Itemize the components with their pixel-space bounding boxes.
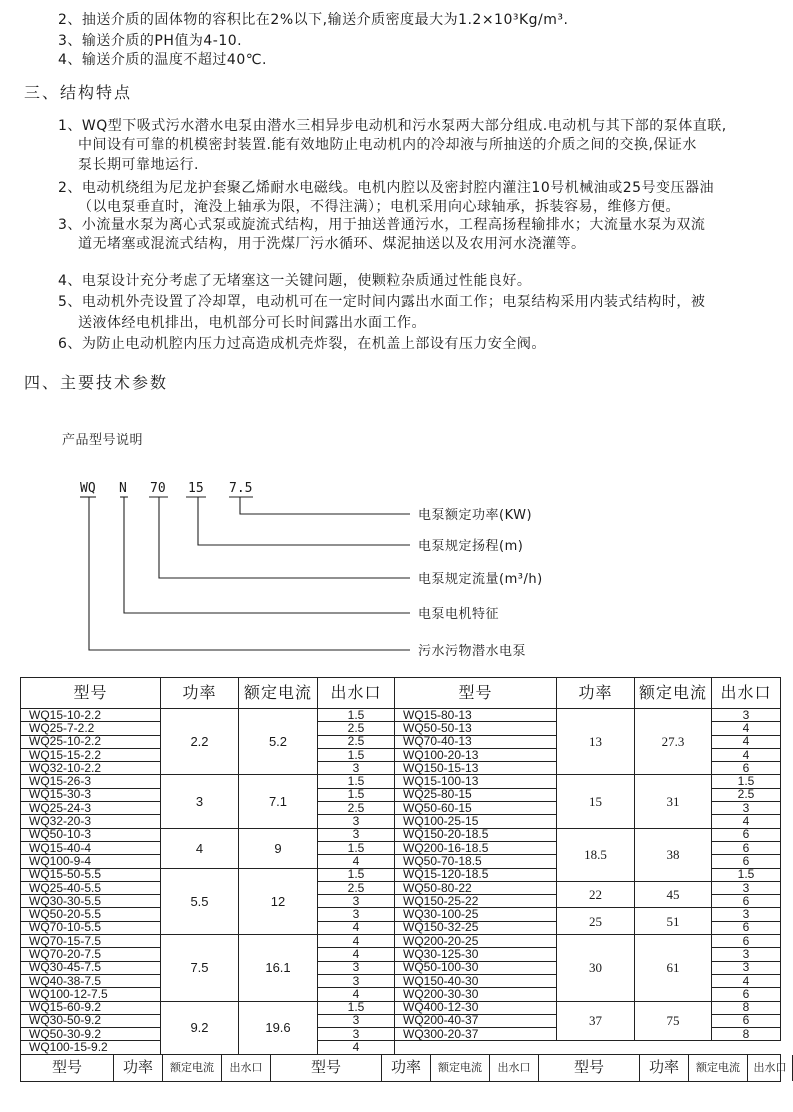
footer-header: 功率 [114, 1055, 163, 1081]
header-power: 功率 [161, 678, 239, 709]
section-3-title: 三、结构特点 [24, 83, 133, 102]
model-code-diagram [0, 470, 790, 670]
outlet-cell: 3 [318, 908, 395, 921]
power-cell: 7.5 [161, 935, 239, 1001]
outlet-cell: 6 [712, 895, 781, 908]
footer-header: 出水口 [748, 1055, 793, 1081]
table-row [21, 935, 781, 948]
table-row [21, 1001, 781, 1014]
header-current: 额定电流 [635, 678, 712, 709]
header-power: 功率 [557, 678, 635, 709]
current-cell: 38 [635, 828, 712, 881]
outlet-cell: 1.5 [712, 868, 781, 881]
footer-header: 额定电流 [689, 1055, 748, 1081]
outlet-cell: 3 [318, 895, 395, 908]
current-cell: 19.6 [239, 1001, 318, 1054]
outlet-cell: 1.5 [318, 868, 395, 881]
outlet-cell: 3 [712, 802, 781, 815]
model-cell: WQ50-20-5.5 [21, 908, 161, 921]
outlet-cell: 4 [318, 855, 395, 868]
outlet-cell: 1.5 [318, 775, 395, 788]
intro-line: 4、输送介质的温度不超过40℃. [58, 52, 267, 68]
model-cell: WQ400-12-30 [395, 1001, 557, 1014]
model-cell: WQ30-45-7.5 [21, 961, 161, 974]
model-cell: WQ15-120-18.5 [395, 868, 557, 881]
power-cell: 3 [161, 775, 239, 828]
power-cell: 2.2 [161, 709, 239, 775]
model-cell: WQ15-10-2.2 [21, 709, 161, 722]
power-cell: 4 [161, 828, 239, 868]
outlet-cell: 6 [712, 988, 781, 1001]
code-motor: N [119, 481, 127, 496]
code-power: 7.5 [229, 481, 253, 496]
model-cell: WQ100-12-7.5 [21, 988, 161, 1001]
code-flow: 70 [150, 481, 166, 496]
header-outlet: 出水口 [318, 678, 395, 709]
model-cell: WQ150-20-18.5 [395, 828, 557, 841]
spec-table [20, 677, 787, 1082]
model-cell: WQ15-26-3 [21, 775, 161, 788]
model-cell: WQ70-10-5.5 [21, 921, 161, 934]
outlet-cell: 6 [712, 1014, 781, 1027]
footer-header: 型号 [539, 1055, 640, 1081]
model-cell: WQ30-50-9.2 [21, 1014, 161, 1027]
outlet-cell: 3 [712, 881, 781, 894]
outlet-cell: 4 [712, 974, 781, 987]
current-cell: 16.1 [239, 935, 318, 1001]
intro-line: 3、输送介质的PH值为4-10. [58, 33, 243, 49]
model-cell: WQ100-9-4 [21, 855, 161, 868]
current-cell: 7.1 [239, 775, 318, 828]
outlet-cell: 2.5 [318, 722, 395, 735]
outlet-cell: 4 [318, 1041, 395, 1054]
section-4-title: 四、主要技术参数 [24, 373, 169, 392]
model-cell: WQ150-40-30 [395, 974, 557, 987]
model-cell: WQ15-30-3 [21, 788, 161, 801]
current-cell: 51 [635, 908, 712, 935]
power-cell: 13 [557, 709, 635, 775]
table-row [21, 881, 781, 894]
outlet-cell: 1.5 [318, 709, 395, 722]
outlet-cell: 1.5 [318, 1001, 395, 1014]
outlet-cell: 3 [318, 961, 395, 974]
outlet-cell: 4 [712, 748, 781, 761]
model-cell: WQ200-20-25 [395, 935, 557, 948]
model-cell: WQ50-100-30 [395, 961, 557, 974]
outlet-cell: 6 [712, 921, 781, 934]
current-cell: 45 [635, 881, 712, 908]
table-body [21, 707, 787, 1082]
table-row [21, 1041, 781, 1054]
current-cell: 75 [635, 1001, 712, 1041]
model-cell: WQ25-80-15 [395, 788, 557, 801]
power-cell: 5.5 [161, 868, 239, 934]
model-cell: WQ150-15-13 [395, 762, 557, 775]
feature-line: 4、电泵设计充分考虑了无堵塞这一关键问题，使颗粒杂质通过性能良好。 [58, 273, 532, 289]
model-cell: WQ50-30-9.2 [21, 1028, 161, 1041]
outlet-cell: 2.5 [318, 881, 395, 894]
model-cell: WQ200-30-30 [395, 988, 557, 1001]
power-cell: 30 [557, 935, 635, 1001]
outlet-cell: 3 [712, 709, 781, 722]
current-cell: 31 [635, 775, 712, 828]
model-cell: WQ30-125-30 [395, 948, 557, 961]
table-row [21, 709, 781, 722]
model-cell: WQ50-10-3 [21, 828, 161, 841]
table-row [21, 775, 781, 788]
current-cell: 61 [635, 935, 712, 1001]
power-cell: 18.5 [557, 828, 635, 881]
table-row [21, 828, 781, 841]
footer-repeat-headers [21, 1055, 787, 1081]
outlet-cell: 3 [318, 1014, 395, 1027]
power-cell: 15 [557, 775, 635, 828]
outlet-cell: 6 [712, 855, 781, 868]
model-cell: WQ15-100-13 [395, 775, 557, 788]
footer-header: 额定电流 [163, 1055, 222, 1081]
outlet-cell: 4 [712, 735, 781, 748]
power-cell: 22 [557, 881, 635, 908]
model-cell: WQ70-20-7.5 [21, 948, 161, 961]
intro-line: 2、抽送介质的固体物的容积比在2%以下,输送介质密度最大为1.2×10³Kg/m³. [58, 12, 569, 28]
outlet-cell: 4 [318, 921, 395, 934]
power-cell: 9.2 [161, 1001, 239, 1054]
model-cell: WQ15-60-9.2 [21, 1001, 161, 1014]
outlet-cell: 4 [318, 988, 395, 1001]
outlet-cell: 3 [318, 1028, 395, 1041]
model-cell: WQ100-25-15 [395, 815, 557, 828]
model-cell: WQ200-40-37 [395, 1014, 557, 1027]
code-series: WQ [80, 481, 96, 496]
model-cell: WQ150-32-25 [395, 921, 557, 934]
model-cell: WQ200-16-18.5 [395, 841, 557, 854]
table-footer-row [21, 1054, 781, 1081]
model-cell: WQ25-10-2.2 [21, 735, 161, 748]
outlet-cell: 6 [712, 828, 781, 841]
outlet-cell: 3 [318, 762, 395, 775]
feature-line: 泵长期可靠地运行. [78, 157, 199, 173]
outlet-cell: 1.5 [318, 748, 395, 761]
footer-header: 出水口 [490, 1055, 539, 1081]
model-cell: WQ25-24-3 [21, 802, 161, 815]
outlet-cell: 2.5 [318, 735, 395, 748]
model-cell: WQ25-40-5.5 [21, 881, 161, 894]
feature-line: 3、小流量水泵为离心式泵或旋流式结构，用于抽送普通污水，工程高扬程输排水；大流量水泵为双流 [58, 217, 706, 233]
model-cell: WQ30-100-25 [395, 908, 557, 921]
feature-line: 2、电动机绕组为尼龙护套聚乙烯耐水电磁线。电机内腔以及密封腔内灌注10号机械油或25号变压器油 [58, 180, 715, 196]
label-motor: 电泵电机特征 [418, 607, 500, 622]
label-power: 电泵额定功率(KW) [418, 508, 533, 523]
model-cell: WQ50-50-13 [395, 722, 557, 735]
outlet-cell: 6 [712, 935, 781, 948]
model-cell: WQ25-7-2.2 [21, 722, 161, 735]
current-cell: 9 [239, 828, 318, 868]
feature-line: 5、电动机外壳设置了冷却罩，电动机可在一定时间内露出水面工作；电泵结构采用内装式结构时，被 [58, 294, 706, 310]
model-cell: WQ15-80-13 [395, 709, 557, 722]
feature-line: 送液体经电机排出，电机部分可长时间露出水面工作。 [78, 315, 426, 331]
label-head: 电泵规定扬程(m) [418, 539, 524, 554]
feature-line: （以电泵垂直时，淹没上轴承为限，不得注满）；电机采用向心球轴承，拆装容易，维修方便。 [78, 199, 680, 215]
outlet-cell: 4 [318, 935, 395, 948]
outlet-cell: 3 [318, 974, 395, 987]
footer-header: 功率 [382, 1055, 431, 1081]
outlet-cell: 4 [318, 948, 395, 961]
footer-header: 出水口 [222, 1055, 271, 1081]
footer-header: 功率 [640, 1055, 689, 1081]
outlet-cell: 6 [712, 841, 781, 854]
outlet-cell: 1.5 [712, 775, 781, 788]
footer-header: 额定电流 [431, 1055, 490, 1081]
model-cell: WQ30-30-5.5 [21, 895, 161, 908]
model-cell: WQ15-40-4 [21, 841, 161, 854]
model-cell: WQ70-15-7.5 [21, 935, 161, 948]
model-cell: WQ40-38-7.5 [21, 974, 161, 987]
model-cell: WQ100-20-13 [395, 748, 557, 761]
label-series: 污水污物潜水电泵 [418, 644, 527, 659]
label-flow: 电泵规定流量(m³/h) [418, 572, 543, 587]
code-head: 15 [188, 481, 204, 496]
footer-cell-group [21, 1054, 787, 1081]
current-cell: 5.2 [239, 709, 318, 775]
outlet-cell: 3 [318, 815, 395, 828]
outlet-cell: 1.5 [318, 841, 395, 854]
outlet-cell: 3 [712, 948, 781, 961]
outlet-cell: 3 [712, 908, 781, 921]
feature-line: 6、为防止电动机腔内压力过高造成机壳炸裂，在机盖上部设有压力安全阀。 [58, 336, 546, 352]
power-cell: 37 [557, 1001, 635, 1041]
header-current: 额定电流 [239, 678, 318, 709]
header-model: 型号 [395, 678, 557, 709]
model-cell: WQ50-70-18.5 [395, 855, 557, 868]
model-cell: WQ32-10-2.2 [21, 762, 161, 775]
outlet-cell: 3 [712, 961, 781, 974]
table-header-row [21, 678, 781, 709]
model-explanation-title: 产品型号说明 [62, 433, 144, 448]
model-cell: WQ50-60-15 [395, 802, 557, 815]
model-cell: WQ32-20-3 [21, 815, 161, 828]
model-cell: WQ150-25-22 [395, 895, 557, 908]
footer-header: 型号 [271, 1055, 382, 1081]
outlet-cell: 6 [712, 762, 781, 775]
model-cell: WQ50-80-22 [395, 881, 557, 894]
current-cell: 27.3 [635, 709, 712, 775]
power-cell: 25 [557, 908, 635, 935]
header-outlet: 出水口 [712, 678, 781, 709]
outlet-cell: 1.5 [318, 788, 395, 801]
current-cell: 12 [239, 868, 318, 934]
feature-line: 道无堵塞或混流式结构，用于洗煤厂污水循环、煤泥抽送以及农用河水浇灌等。 [78, 236, 586, 252]
model-cell: WQ100-15-9.2 [21, 1041, 161, 1054]
header-model: 型号 [21, 678, 161, 709]
feature-line: 中间设有可靠的机模密封装置.能有效地防止电动机内的冷却液与所抽送的介质之间的交换,保证水 [78, 137, 697, 153]
model-cell: WQ70-40-13 [395, 735, 557, 748]
outlet-cell: 3 [318, 828, 395, 841]
footer-header: 型号 [21, 1055, 114, 1081]
feature-line: 1、WQ型下吸式污水潜水电泵由潜水三相异步电动机和污水泵两大部分组成.电动机与其下部的泵体直联, [58, 118, 727, 134]
model-cell: WQ15-50-5.5 [21, 868, 161, 881]
outlet-cell: 4 [712, 815, 781, 828]
outlet-cell: 2.5 [712, 788, 781, 801]
model-cell: WQ300-20-37 [395, 1028, 557, 1041]
outlet-cell: 8 [712, 1001, 781, 1014]
table-row [21, 908, 781, 921]
model-cell: WQ15-15-2.2 [21, 748, 161, 761]
outlet-cell: 2.5 [318, 802, 395, 815]
outlet-cell: 8 [712, 1028, 781, 1041]
outlet-cell: 4 [712, 722, 781, 735]
